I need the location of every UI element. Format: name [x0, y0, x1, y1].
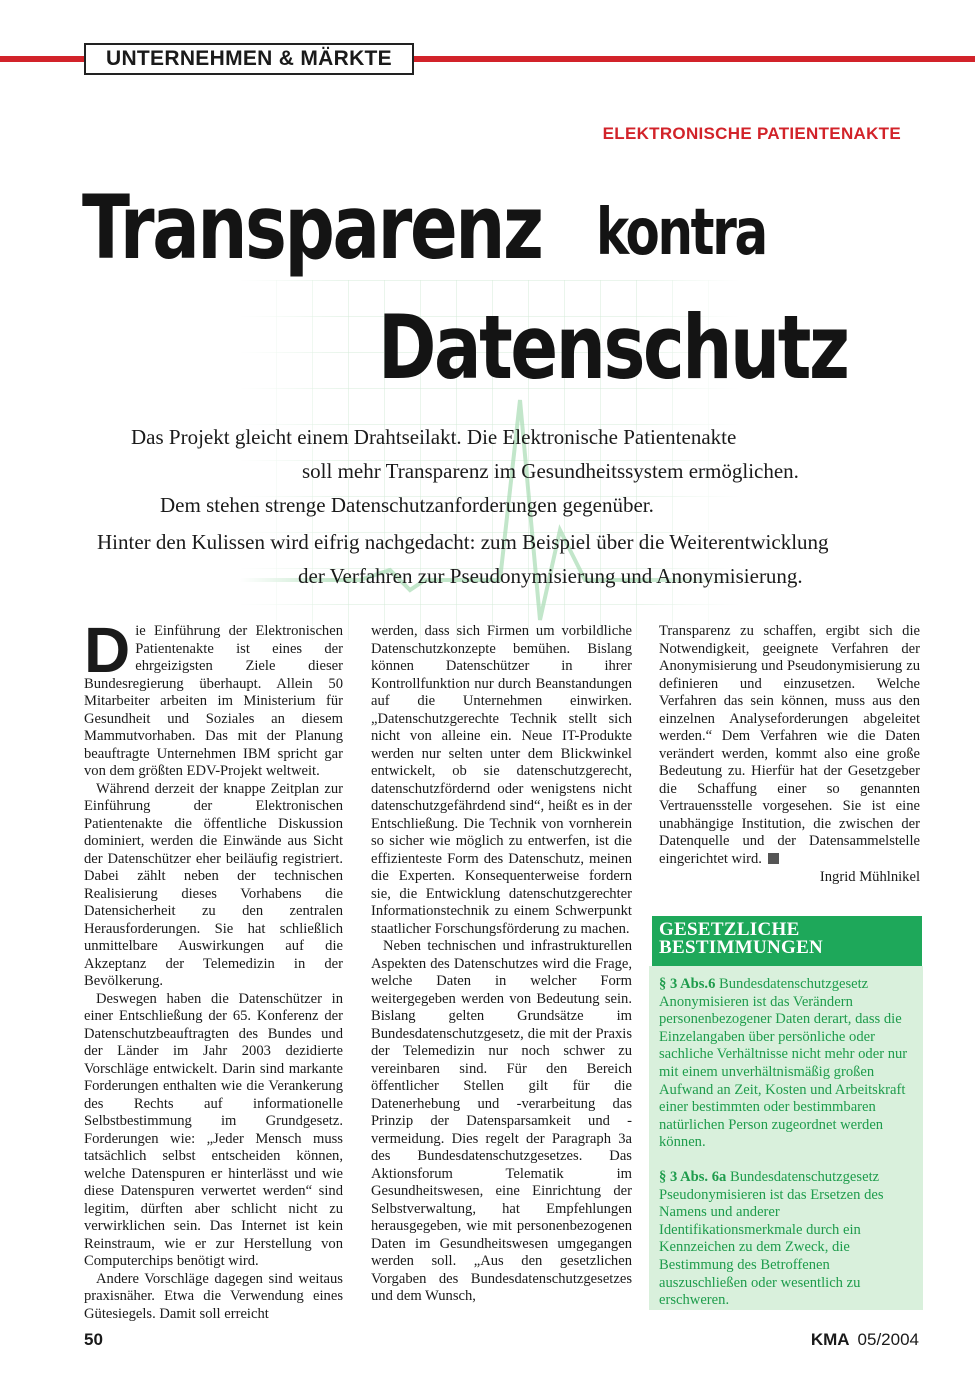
section-label: UNTERNEHMEN & MÄRKTE — [84, 43, 414, 75]
body-paragraph-2: Während derzeit der knappe Zeitplan zur Einführung der Elektronischen Patientenakte die öffentliche Diskussion dominiert, werden die Einwände aus Sicht der Datenschützer eher beiläufig registriert. Dabei zählt neben der technischen Realisierung dieses Vorhabens die Datensicherheit zu den zentralen Herausforderungen. Sie hat schließlich unmittelbare Auswirkungen auf die Akzeptanz der Telemedizin in der Bevölkerung. — [84, 780, 343, 989]
body-paragraph-5: werden, dass sich Firmen um vorbildliche Datenschutzkonzepte bemühen. Bislang können Datenschützer in ihrer Kontrollfunktion nur durch Beanstandungen auf die Unternehmen einwirken. „Datenschutzgerechte Technik stellt sich nicht von alleine ein. Neue IT-Produkte werden nur selten unter dem Blickwinkel entwickelt, ob sie datenschutzgerecht, datenschutzfördernd oder wenigstens nicht datenschutzgefährdend sind“, heißt es in der Entschließung. Die Technik von vornherein so sicher wie möglich zu entwerfen, ist die effizienteste Form des Datenschutz, meinen die Experten. Konsequenterweise fordern sie, die Entwicklung datenschutzgerechter Informationstechnik zu einem Schwerpunkt staatlicher Forschungsförderung zu machen. — [371, 623, 632, 937]
magazine-footer — [811, 1330, 919, 1350]
headline-word-1: Transparenz — [82, 176, 542, 279]
author-byline: Ingrid Mühlnikel — [819, 869, 920, 885]
section-rule-right — [414, 56, 975, 62]
section-rule-left — [0, 56, 84, 62]
body-paragraph-1: Die Einführung der Elektronischen Patientenakte ist eines der ehrgeizigsten Ziele dieser Bundesregierung überhaupt. Allein 50 Mitarbeiter arbeiten im Ministerium für Gesundheit und Soziales an diesem Mammutvorhaben. Das mit der Planung beauftragte Unternehmen IBM spricht gar von dem größten EDV-Projekt weltweit. — [84, 614, 343, 779]
sidebar-item-2: § 3 Abs. 6a Bundesdatenschutzgesetz Pseudonymisieren ist das Ersetzen des Namens und anderer Identifikationsmerkmale durch ein Kennzeichen zu dem Zweck, die Bestimmung des Betroffenen auszuschließen oder wesentlich zu erschweren. — [659, 1168, 884, 1309]
body-paragraph-3: Deswegen haben die Datenschützer in einer Entschließung der 65. Konferenz der Datenschutzbeauftragten des Bundes und der Länder im Jahr 2003 dezidierte Vorschläge entwickelt. Darin sind markante Forderungen enthalten wie die Verankerung des Rechts auf informationelle Selbstbestimmung im Grundgesetz. Forderungen wie: „Jeder Mensch muss tatsächlich selbst entscheiden können, welche Datenspuren er hinterlässt und wie diese Datenspuren verwertet werden“ sind legitim, dürften aber schlicht nicht zu verwirklichen sein. Das Internet ist kein Reinstraum, wie er zur Herstellung von Computerchips benötigt wird. — [84, 990, 343, 1269]
lead-line-2: soll mehr Transparenz im Gesundheitssystem ermöglichen. — [302, 459, 799, 483]
body-column-1 — [84, 614, 343, 1323]
sidebar-box — [649, 966, 923, 1310]
body-paragraph-4: Andere Vorschläge dagegen sind weitaus praxisnäher. Etwa die Verwendung eines Gütesiegels. Damit soll erreicht — [84, 1270, 343, 1322]
sidebar-item-1-ref: § 3 Abs.6 — [659, 976, 716, 992]
headline-word-2: kontra — [596, 196, 766, 270]
body-paragraph-6: Neben technischen und infrastrukturellen Aspekten des Datenschutzes wird die Frage, welche Daten in welcher Form weitergegeben werden von Bedeutung sein. Bislang gelten Grundsätze im Bundesdatenschutzgesetz, die mit der Praxis der Telemedizin nur noch schwer zu vereinbaren sind. Für den Bereich öffentlicher Stellen gilt für die Datenerhebung und -verarbeitung das Prinzip der Datensparsamkeit und -vermeidung. Dies regelt der Paragraph 3a des Bundesdatenschutzgesetzes. Das Aktionsforum Telematik im Gesundheitswesen, eine Einrichtung der Selbstverwaltung, hat Empfehlungen herausgegeben, wie mit personenbezogenen Daten im Gesundheitswesen umgegangen werden soll. „Aus den gesetzlichen Vorgaben des Bundesdatenschutzgesetzes und dem Wunsch, — [371, 938, 632, 1304]
lead-line-4: Hinter den Kulissen wird eifrig nachgedacht: zum Beispiel über die Weiterentwicklung — [97, 530, 829, 554]
lead-line-1: Das Projekt gleicht einem Drahtseilakt. Die Elektronische Patientenakte — [131, 425, 737, 449]
lead-line-3: Dem stehen strenge Datenschutzanforderungen gegenüber. — [160, 493, 654, 517]
body-column-3 — [659, 623, 920, 887]
end-mark-icon — [768, 853, 779, 864]
page-number: 50 — [84, 1330, 103, 1349]
headline-word-3: Datenschutz — [378, 296, 848, 399]
lead-line-5: der Verfahren zur Pseudonymisierung und Anonymisierung. — [298, 564, 803, 588]
body-paragraph-7: Transparenz zu schaffen, ergibt sich die Notwendigkeit, geeignete Verfahren der Anonymisierung und Pseudonymisierung zu definieren und einzusetzen. Welche Verfahren das sein können, muss aus den einzelnen Analyseforderungen abgeleitet werden.“ Dem Verfahren wie die Daten verändert werden, kommt also eine große Bedeutung zu. Hierfür hat der Gesetzgeber die Schaffung einer so genannten Vertrauensstelle vorgesehen. Sie ist eine unabhängige Institution, die zwischen der Datenquelle und der Datensammelstelle eingerichtet wird. — [659, 623, 920, 867]
sidebar-item-2-ref: § 3 Abs. 6a — [659, 1168, 727, 1185]
sidebar-title: GESETZLICHE BESTIMMUNGEN — [652, 916, 922, 966]
magazine-logo: KMA — [810, 1330, 850, 1349]
sidebar-item-1: § 3 Abs.6 Bundesdatenschutzgesetz Anonymisieren ist das Verändern personenbezogener Daten derart, dass die Einzelangaben über persönliche oder sachliche Verhältnisse nicht mehr oder nur mit einem unverhältnismäßig großen Aufwand an Zeit, Kosten und Arbeitskraft einer bestimmten oder bestimmbaren natürlichen Person zugeordnet werden können. — [659, 976, 908, 1151]
kicker: ELEKTRONISCHE PATIENTENAKTE — [602, 124, 901, 143]
issue-number: 05/2004 — [857, 1330, 919, 1349]
body-column-2 — [371, 623, 632, 1306]
drop-cap: D — [84, 614, 131, 686]
